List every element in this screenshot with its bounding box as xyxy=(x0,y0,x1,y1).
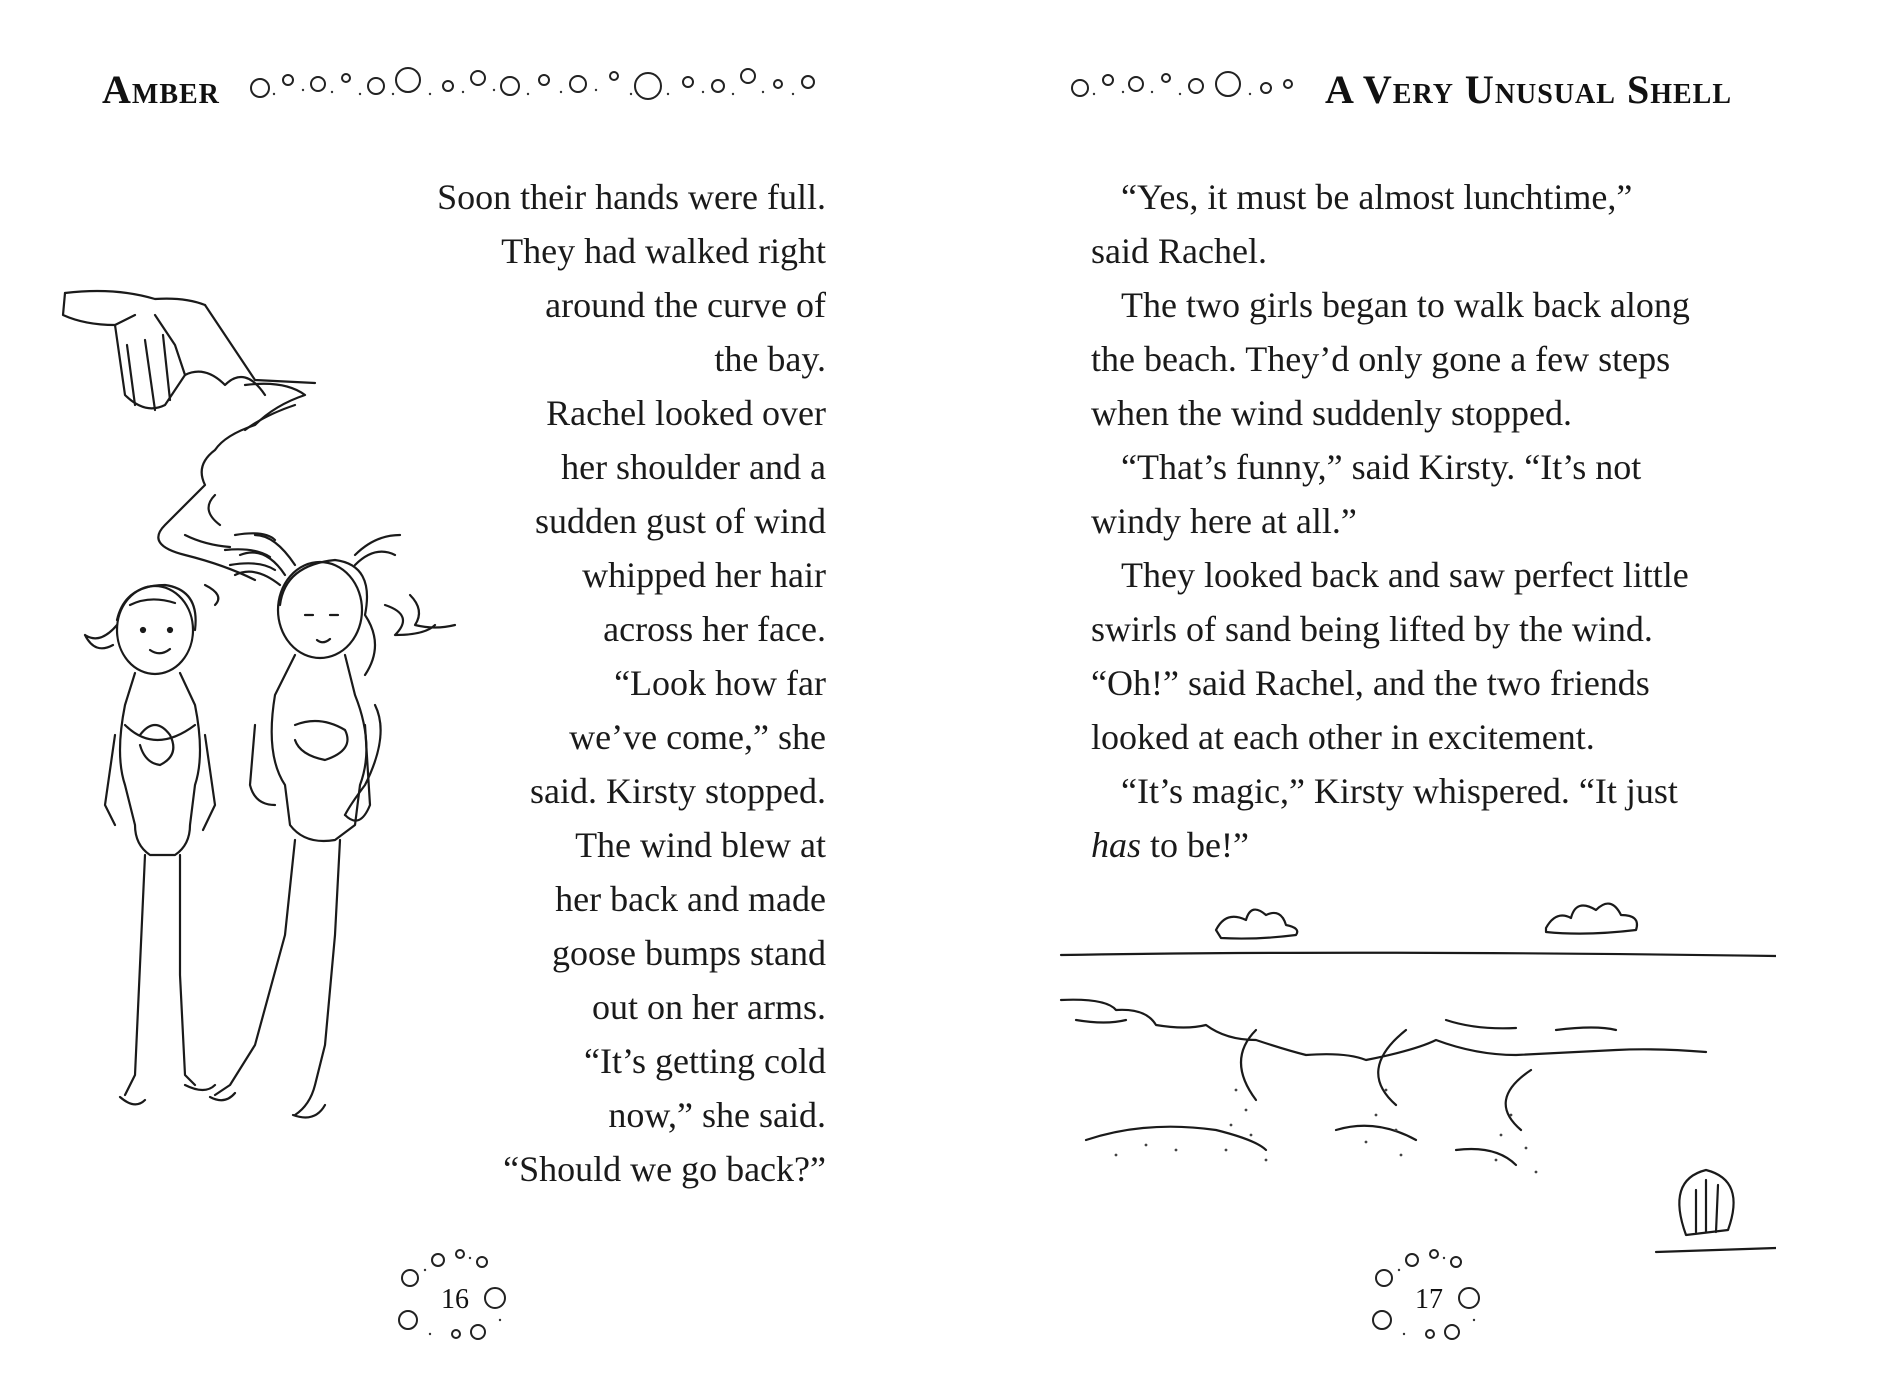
text-line: across her face. xyxy=(603,609,826,649)
text-line: swirls of sand being lifted by the wind. xyxy=(1091,609,1653,649)
bubble-border-icon xyxy=(248,60,828,110)
text-line: They had walked right xyxy=(501,231,826,271)
bubble-border-icon xyxy=(1068,60,1298,110)
text-line: goose bumps stand xyxy=(552,933,826,973)
text-line: “Yes, it must be almost lunchtime,” xyxy=(1121,177,1633,217)
text-line: “Oh!” said Rachel, and the two friends xyxy=(1091,663,1650,703)
text-line: now,” she said. xyxy=(608,1095,826,1135)
text-line: “It’s magic,” Kirsty whispered. “It just xyxy=(1121,771,1678,811)
page-number-left xyxy=(390,1240,520,1360)
right-body-text xyxy=(1091,170,1731,872)
text-line: sudden gust of wind xyxy=(535,501,826,541)
text-line: the bay. xyxy=(714,339,826,379)
text-line: looked at each other in excitement. xyxy=(1091,717,1595,757)
page-number-text: 16 xyxy=(441,1284,469,1315)
text-line: the beach. They’d only gone a few steps xyxy=(1091,339,1671,379)
page-number-right xyxy=(1364,1240,1494,1360)
page-number-text: 17 xyxy=(1415,1284,1443,1315)
text-line: “It’s getting cold xyxy=(584,1041,826,1081)
text-line: whipped her hair xyxy=(582,555,826,595)
running-head-right: A Very Unusual Shell xyxy=(1324,67,1732,112)
running-head-left: Amber xyxy=(102,67,220,112)
text-line: “That’s funny,” said Kirsty. “It’s not xyxy=(1121,447,1642,487)
left-body-text xyxy=(346,170,826,1196)
text-line: “Look how far xyxy=(614,663,826,703)
text-line: The two girls began to walk back along xyxy=(1121,285,1690,325)
text-line: “Should we go back?” xyxy=(503,1149,826,1189)
emphasis-text: has xyxy=(1091,825,1142,865)
text-line: Rachel looked over xyxy=(546,393,826,433)
text-line: said Rachel. xyxy=(1091,231,1267,271)
text-line: said. Kirsty stopped. xyxy=(530,771,826,811)
text-line: Soon their hands were full. xyxy=(437,177,826,217)
text-line: her back and made xyxy=(555,879,826,919)
beach-sand-swirls-illustration xyxy=(1056,880,1776,1280)
text-line: They looked back and saw perfect little xyxy=(1121,555,1689,595)
right-page xyxy=(946,0,1892,1396)
text-line: The wind blew at xyxy=(575,825,826,865)
text-line xyxy=(1091,818,1731,872)
text-line: windy here at all.” xyxy=(1091,501,1357,541)
text-line: we’ve come,” she xyxy=(569,717,826,757)
text-fragment: to be!” xyxy=(1141,825,1249,865)
text-line: around the curve of xyxy=(545,285,826,325)
text-line: her shoulder and a xyxy=(561,447,826,487)
text-line: out on her arms. xyxy=(592,987,826,1027)
text-line: when the wind suddenly stopped. xyxy=(1091,393,1572,433)
